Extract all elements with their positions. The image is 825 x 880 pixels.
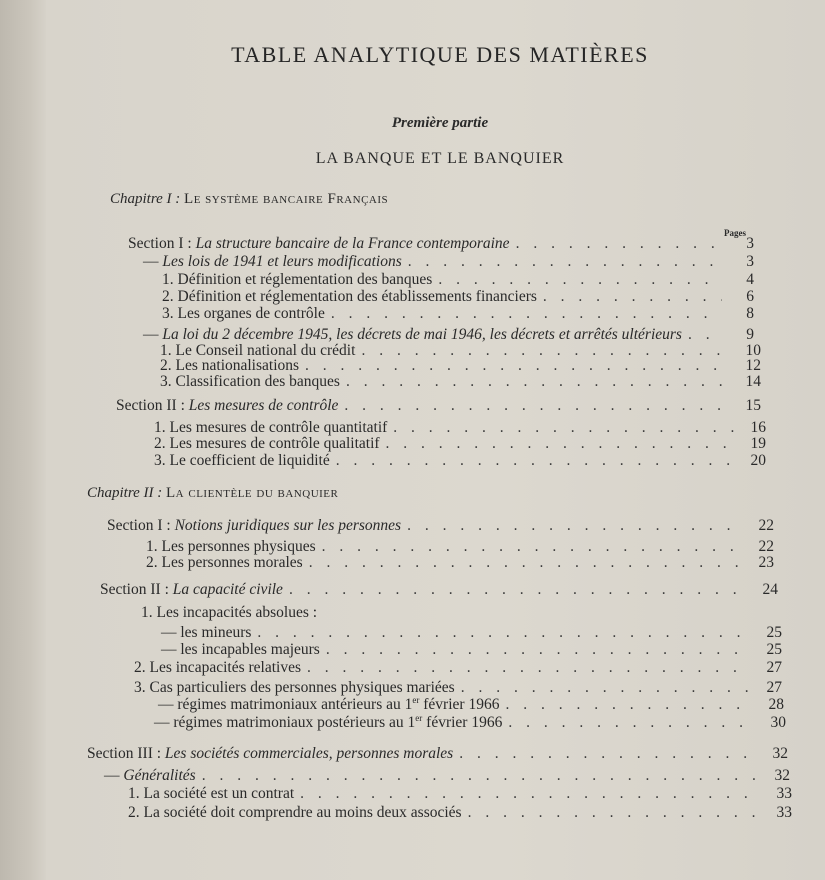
dash-prefix: —: [158, 696, 178, 713]
entry-title: 3. Le coefficient de liquidité: [154, 452, 330, 469]
entry-title-end: février 1966: [419, 696, 500, 713]
page-number: 32: [774, 767, 790, 784]
section-prefix: Section I :: [107, 517, 175, 534]
page-number: 14: [745, 373, 761, 390]
dash-prefix: —: [143, 253, 163, 270]
toc-entry: [87, 744, 788, 764]
dot-leader: [309, 553, 742, 573]
page-number: 12: [745, 357, 761, 374]
entry-title: 1. La société est un contrat: [128, 785, 295, 802]
chapter-2-name: La clientèle du banquier: [166, 485, 339, 501]
chapter-1-label: Chapitre I :: [110, 191, 181, 207]
entry-title: — les incapables majeurs: [161, 641, 320, 658]
toc-entry: [141, 603, 317, 623]
toc-entry: [128, 784, 792, 804]
toc-entry: [100, 580, 778, 600]
entry-title: 3. Les organes de contrôle: [162, 305, 325, 322]
entry-title: Les sociétés commerciales, personnes morales: [164, 745, 454, 762]
dash-prefix: —: [154, 714, 174, 731]
page-number: 27: [766, 679, 782, 696]
dot-leader: [508, 713, 754, 733]
ordinal-suffix: er: [415, 712, 423, 723]
entry-title: 1. Les personnes physiques: [146, 538, 316, 555]
entry-title: La structure bancaire de la France contemporaine: [195, 235, 510, 252]
part-subtitle: LA BANQUE ET LE BANQUIER: [315, 150, 565, 167]
toc-entry: [107, 516, 774, 536]
toc-entry: [154, 451, 766, 471]
page-number: 9: [746, 326, 754, 343]
toc-entry: [128, 234, 754, 254]
chapter-2-heading: [87, 485, 338, 502]
page-number: 23: [758, 554, 774, 571]
chapter-1-name: Le système bancaire Français: [184, 191, 389, 207]
page-title: TABLE ANALYTIQUE DES MATIÈRES: [231, 42, 649, 67]
dot-leader: [459, 744, 756, 764]
page-number: 4: [746, 271, 754, 288]
page-number: 30: [770, 714, 786, 731]
entry-title: Les mesures de contrôle: [188, 397, 339, 414]
entry-title: 1. Le Conseil national du crédit: [160, 342, 356, 359]
page-number: 19: [750, 435, 766, 452]
entry-title: 1. Les incapacités absolues :: [141, 604, 318, 621]
toc-entry: [162, 304, 754, 324]
page-number: 24: [762, 581, 778, 598]
dot-leader: [326, 640, 750, 660]
entry-title: La loi du 2 décembre 1945, les décrets de mai 1946, les décrets et arrêtés ultérieurs: [162, 326, 682, 343]
page-number: 25: [766, 624, 782, 641]
page-number: 8: [746, 305, 754, 322]
dot-leader: [516, 234, 722, 254]
section-prefix: Section II :: [116, 397, 189, 414]
page-gutter: [0, 0, 46, 880]
entry-title: 2. La société doit comprendre au moins deux associés: [128, 804, 462, 821]
part-heading: Première partie: [391, 115, 489, 131]
dot-leader: [468, 803, 760, 823]
entry-title-end: février 1966: [422, 714, 503, 731]
dot-leader: [407, 516, 742, 536]
toc-entry: [104, 766, 790, 786]
entry-title: 2. Les incapacités relatives: [134, 659, 301, 676]
page-number: 27: [766, 659, 782, 676]
toc-entry: [134, 658, 782, 678]
toc-entry: [154, 713, 786, 733]
toc-entry: [160, 372, 761, 392]
page-number: 3: [746, 235, 754, 252]
page-number: 33: [776, 785, 792, 802]
dash-prefix: —: [104, 767, 124, 784]
dot-leader: [505, 695, 752, 715]
page-number: 15: [745, 397, 761, 414]
dot-leader: [202, 766, 758, 786]
chapter-2-label: Chapitre II :: [87, 485, 163, 501]
page-number: 22: [758, 517, 774, 534]
dot-leader: [408, 252, 722, 272]
entry-title: 2. Les mesures de contrôle qualitatif: [154, 435, 380, 452]
entry-title: Généralités: [123, 767, 196, 784]
page-number: 10: [745, 342, 761, 359]
page-number: 3: [746, 253, 754, 270]
page-number: 16: [750, 419, 766, 436]
section-prefix: Section II :: [100, 581, 173, 598]
entry-title: 2. Définition et réglementation des établissements financiers: [162, 288, 537, 305]
toc-entry: [128, 803, 792, 823]
toc-entry: [116, 396, 761, 416]
toc-entry: [143, 252, 754, 272]
section-prefix: Section I :: [128, 235, 196, 252]
entry-title: 1. Les mesures de contrôle quantitatif: [154, 419, 388, 436]
toc-entry: [161, 640, 782, 660]
entry-title: — les mineurs: [161, 624, 252, 641]
page-number: 28: [768, 696, 784, 713]
dot-leader: [344, 396, 729, 416]
ordinal-suffix: er: [412, 694, 420, 705]
entry-title: La capacité civile: [172, 581, 283, 598]
dash-prefix: —: [143, 326, 163, 343]
dot-leader: [346, 372, 729, 392]
entry-title: régimes matrimoniaux postérieurs au 1: [173, 714, 416, 731]
entry-title: 1. Définition et réglementation des banques: [162, 271, 433, 288]
toc-entry: [146, 553, 774, 573]
dot-leader: [331, 304, 722, 324]
section-prefix: Section III :: [87, 745, 165, 762]
page-number: 6: [746, 288, 754, 305]
page-number: 22: [758, 538, 774, 555]
entry-title: 2. Les nationalisations: [160, 357, 300, 374]
entry-title: régimes matrimoniaux antérieurs au 1: [177, 696, 413, 713]
entry-title: 3. Classification des banques: [160, 373, 340, 390]
pages-column-header: Pages: [724, 228, 746, 238]
dot-leader: [300, 784, 760, 804]
entry-title: Notions juridiques sur les personnes: [174, 517, 402, 534]
chapter-1-heading: [110, 191, 388, 208]
entry-title: Les lois de 1941 et leurs modifications: [162, 253, 402, 270]
entry-title: 2. Les personnes morales: [146, 554, 303, 571]
dot-leader: [289, 580, 746, 600]
dot-leader: [336, 451, 734, 471]
dot-leader: [307, 658, 750, 678]
page-number: 32: [772, 745, 788, 762]
page-number: 25: [766, 641, 782, 658]
page-number: 20: [750, 452, 766, 469]
entry-title: 3. Cas particuliers des personnes physiques mariées: [134, 679, 455, 696]
toc-entry: [158, 695, 784, 715]
page-number: 33: [776, 804, 792, 821]
